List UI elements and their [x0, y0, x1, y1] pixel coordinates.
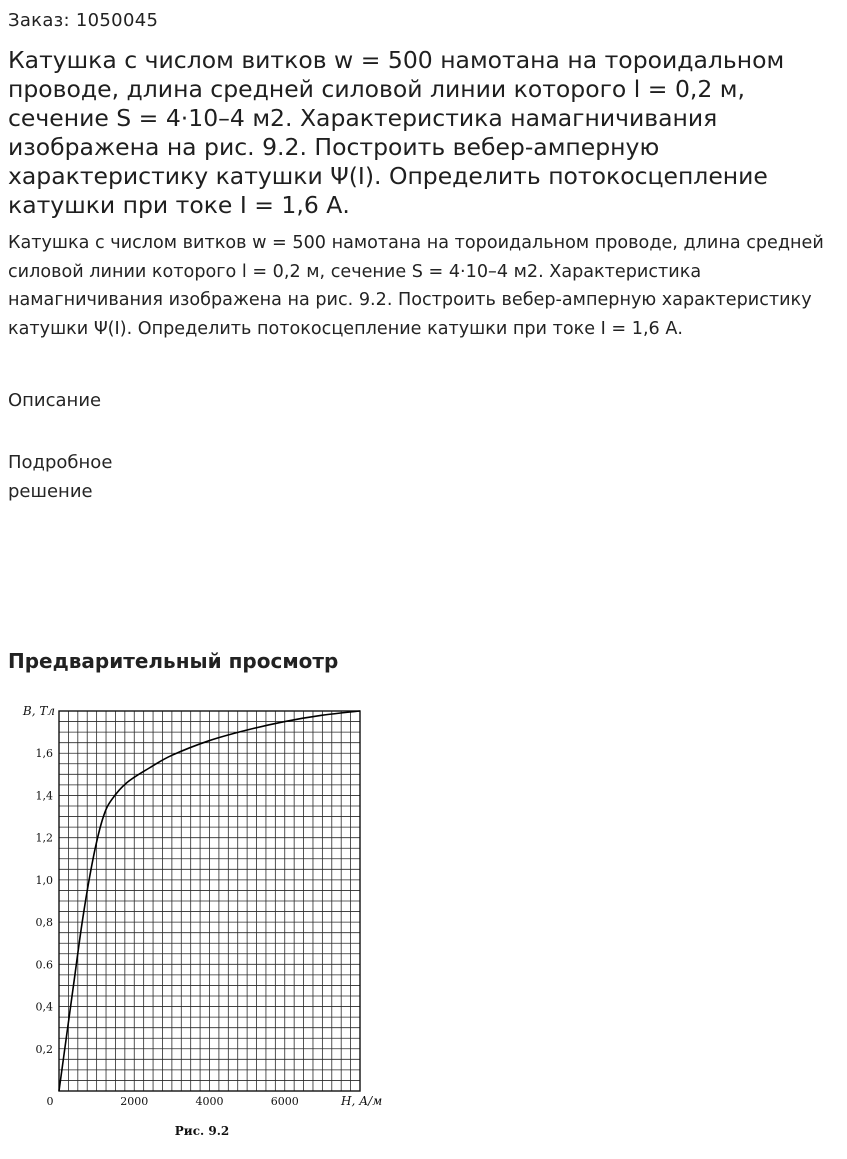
y-tick-label: 1,0: [35, 873, 53, 887]
order-number: Заказ: 1050045: [8, 10, 159, 31]
preview-title: Предварительный просмотр: [8, 649, 339, 673]
y-tick-label: 1,4: [35, 789, 53, 803]
description-label: Описание: [8, 390, 102, 411]
chart-grid: [59, 711, 360, 1091]
task-headline: Катушка с числом витков w = 500 намотана на тороидальном проводе, длина средней силовой линии которого l = 0,2 м, сечение S = 4·10–4 м2. Характеристика намагничивания изображена на рис. 9.2. Построить вебер-амперную характеристику катушки Ψ(I). Определить потокосцепление катушки при токе I = 1,6 А.: [8, 46, 785, 219]
chart-y-ticks: [36, 747, 54, 1056]
task-text: Катушка с числом витков w = 500 намотана на тороидальном проводе, длина средней силовой линии которого l = 0,2 м, сечение S = 4·10–4 м2. Характеристика намагничивания изображена на рис. 9.2. Построить вебер-амперную характеристику катушки Ψ(I). Определить потокосцепление катушки при токе I = 1,6 А.: [8, 233, 824, 339]
y-tick-label: 1,2: [35, 831, 53, 845]
x-tick-label: 4000: [195, 1095, 224, 1108]
magnetization-chart: [0, 690, 400, 1150]
chart-x-ticks: [47, 1095, 299, 1108]
x-tick-label: 2000: [120, 1095, 149, 1108]
solution-label: Подробное решение: [8, 452, 113, 502]
y-tick-label: 0.6: [35, 958, 53, 972]
figure-caption: Рис. 9.2: [174, 1124, 230, 1138]
y-tick-label: 0,2: [35, 1042, 53, 1056]
y-axis-label: B, Тл: [22, 704, 55, 718]
y-tick-label: 0,4: [35, 1000, 53, 1014]
x-tick-label: 0: [46, 1095, 54, 1108]
x-tick-label: 6000: [270, 1095, 299, 1108]
y-tick-label: 0,8: [35, 916, 53, 930]
y-tick-label: 1,6: [35, 747, 53, 761]
x-axis-label: H, А/м: [341, 1094, 383, 1108]
